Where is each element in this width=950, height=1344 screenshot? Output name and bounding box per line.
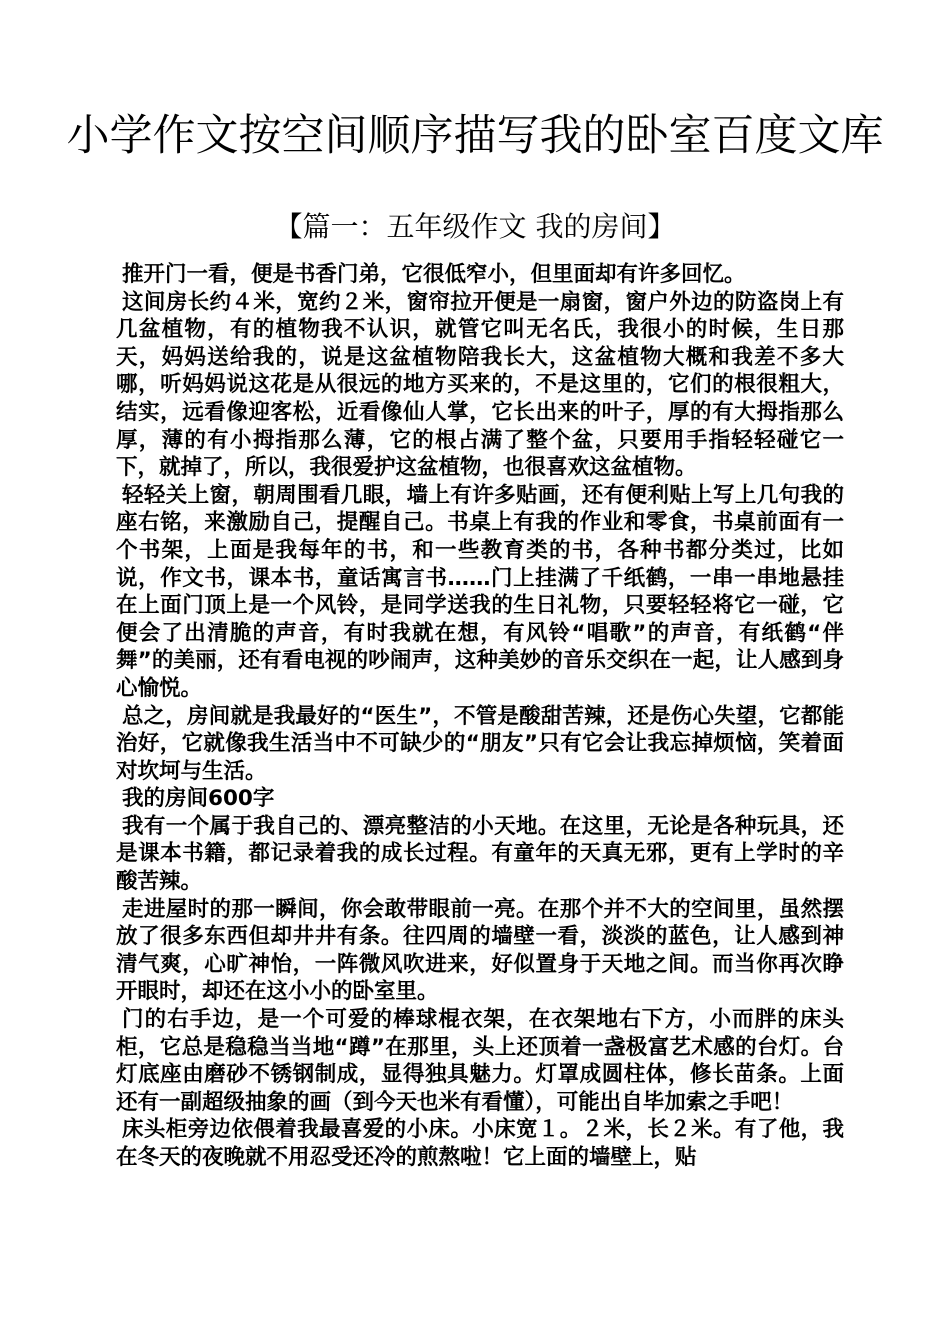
document-title: 小学作文按空间顺序描写我的卧室百度文库: [66, 111, 884, 161]
paragraph-5: 我有一个属于我自己的、漂亮整洁的小天地。在这里，无论是各种玩具，还是课本书籍，都记录着我的成长过程。有童年的天真无邪，更有上学时的辛酸苦辣。: [116, 813, 844, 895]
paragraph-7: 门的右手边，是一个可爱的棒球棍衣架，在衣架地右下方，小而胖的床头柜，它总是稳稳当当地“蹲”在那里，头上还顶着一盏极富艺术感的台灯。台灯底座由磨砂不锈钢制成，显得独具魅力。灯罩成圆柱体，修长苗条。上面还有一副超级抽象的画（到今天也米有看懂），可能出自毕加索之手吧！: [116, 1007, 844, 1115]
paragraph-6: 走进屋时的那一瞬间，你会敢带眼前一亮。在那个并不大的空间里，虽然摆放了很多东西但却井井有条。往四周的墙壁一看，淡淡的蓝色，让人感到神清气爽，心旷神怡，一阵微风吹进来，好似置身于天地之间。而当你再次睁开眼时，却还在这小小的卧室里。: [116, 896, 844, 1005]
section-heading: 【篇一：五年级作文 我的房间】: [274, 210, 676, 243]
paragraph-8: 床头柜旁边依偎着我最喜爱的小床。小床宽１。２米，长２米。有了他，我在冬天的夜晚就不用忍受还冷的煎熬啦！它上面的墙壁上，贴: [116, 1117, 844, 1170]
article-heading-my-room: 我的房间600字: [122, 786, 275, 812]
article-body: [116, 261, 844, 1172]
paragraph-3: 轻轻关上窗，朝周围看几眼，墙上有许多贴画，还有便利贴上写上几句我的座右铭，来激励自己，提醒自己。书桌上有我的作业和零食，书桌前面有一个书架，上面是我每年的书，和一些教育类的书，各种书都分类过，比如说，作文书，课本书，童话寓言书……门上挂满了千纸鹤，一串一串地悬挂在上面门顶上是一个风铃，是同学送我的生日礼物，只要轻轻将它一碰，它便会了出清脆的声音，有时我就在想，有风铃“唱歌”的声音，有纸鹤“伴舞”的美丽，还有看电视的吵闹声，这种美妙的音乐交织在一起，让人感到身心愉悦。: [116, 482, 844, 701]
paragraph-2: 这间房长约４米，宽约２米，窗帘拉开便是一扇窗，窗户外边的防盗岗上有几盆植物，有的植物我不认识，就管它叫无名氏，我很小的时候，生日那天，妈妈送给我的，说是这盆植物陪我长大，这盆植物大概和我差不多大哪，听妈妈说这花是从很远的地方买来的，不是这里的，它们的根很粗大，结实，远看像迎客松，近看像仙人掌，它长出来的叶子，厚的有大拇指那么厚，薄的有小拇指那么薄，它的根占满了整个盆，只要用手指轻轻碰它一下，就掉了，所以，我很爱护这盆植物，也很喜欢这盆植物。: [116, 289, 844, 481]
paragraph-4: 总之，房间就是我最好的“医生”，不管是酸甜苦辣，还是伤心失望，它都能治好，它就像我生活当中不可缺少的“朋友”只有它会让我忘掉烦恼，笑着面对坎坷与生活。: [116, 703, 844, 784]
paragraph-1: 推开门一看，便是书香门弟，它很低窄小，但里面却有许多回忆。: [122, 262, 746, 287]
